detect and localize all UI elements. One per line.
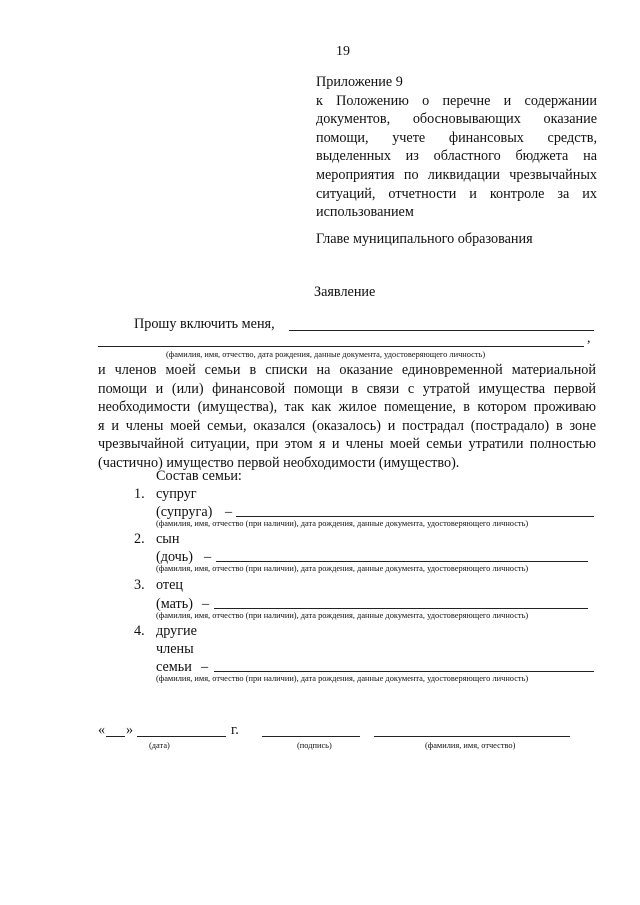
dash: – [202, 596, 210, 612]
request-comma: , [587, 331, 591, 346]
member-label: супруг [156, 486, 197, 502]
body-line: и членов моей семьи в списки на оказание единовременной материальной [98, 362, 596, 378]
member-label: члены [156, 641, 194, 657]
annex-line: выделенных из областного бюджета на [316, 148, 597, 165]
field-caption: (фамилия, имя, отчество (при наличии), дата рождения, данные документа, удостоверяющего личность) [156, 519, 529, 528]
parent-field-line[interactable] [214, 596, 588, 609]
applicant-caption: (фамилия, имя, отчество, дата рождения, данные документа, удостоверяющего личность) [166, 350, 486, 359]
member-number: 1. [134, 486, 145, 502]
signature-caption: (подпись) [297, 741, 332, 750]
annex-line: ситуаций, отчетности и контроле за их [316, 185, 597, 202]
year-suffix: г. [231, 722, 239, 738]
member-label: (супруга) [156, 504, 213, 520]
body-line: необходимости (имущества), так как жилое помещение, в котором проживаю [98, 399, 596, 416]
body-line: (частично) имущество первой необходимости (имущество). [98, 454, 460, 471]
spouse-field-line[interactable] [236, 504, 594, 517]
member-label: сын [156, 531, 180, 547]
month-year-field[interactable] [137, 724, 226, 737]
child-field-line[interactable] [216, 549, 588, 562]
body-line: чрезвычайной ситуации, при этом я и члены моей семьи утратили полностью [98, 436, 596, 453]
date-caption: (дата) [149, 741, 170, 750]
full-name-field[interactable] [374, 724, 570, 737]
applicant-field-line-1[interactable] [289, 318, 594, 331]
dash: – [225, 504, 233, 520]
member-label: (дочь) [156, 549, 193, 565]
field-caption: (фамилия, имя, отчество (при наличии), дата рождения, данные документа, удостоверяющего личность) [156, 611, 529, 620]
body-paragraph [98, 361, 596, 473]
member-number: 3. [134, 577, 145, 593]
addressee: Главе муниципального образования [316, 231, 533, 247]
day-field[interactable] [106, 724, 125, 737]
annex-line: документов, обосновывающих оказание [316, 111, 597, 128]
annex-line: помощи, учете финансовых средств, [316, 129, 597, 146]
full-name-caption: (фамилия, имя, отчество) [425, 741, 516, 750]
annex-line: мероприятия по ликвидации чрезвычайных [316, 166, 597, 183]
family-heading: Состав семьи: [156, 468, 242, 484]
body-line: помощи и (или) финансовой помощи в связи с утратой имущества первой [98, 380, 596, 397]
member-label: (мать) [156, 596, 193, 612]
annex-line: к Положению о перечне и содержании [316, 92, 597, 109]
page-number: 19 [336, 44, 350, 59]
date-close-quote: » [126, 722, 134, 738]
body-line: я и члены моей семьи, оказался (оказалось) и пострадал (пострадало) в зоне [98, 417, 596, 434]
field-caption: (фамилия, имя, отчество (при наличии), дата рождения, данные документа, удостоверяющего личность) [156, 564, 529, 573]
member-label: отец [156, 577, 183, 593]
other-members-field-line[interactable] [214, 659, 594, 672]
document-title: Заявление [314, 284, 376, 300]
dash: – [201, 659, 209, 675]
field-caption: (фамилия, имя, отчество (при наличии), дата рождения, данные документа, удостоверяющего личность) [156, 674, 529, 683]
date-open-quote: « [98, 722, 106, 738]
request-lead: Прошу включить меня, [134, 316, 275, 332]
member-label: другие [156, 623, 197, 639]
member-number: 2. [134, 531, 145, 547]
member-label: семьи [156, 659, 192, 675]
annex-line: использованием [316, 204, 414, 221]
member-number: 4. [134, 623, 145, 639]
annex-title: Приложение 9 [316, 74, 403, 90]
dash: – [204, 549, 212, 565]
annex-header [316, 73, 597, 222]
signature-field[interactable] [262, 724, 360, 737]
applicant-field-line-2[interactable] [98, 334, 584, 347]
